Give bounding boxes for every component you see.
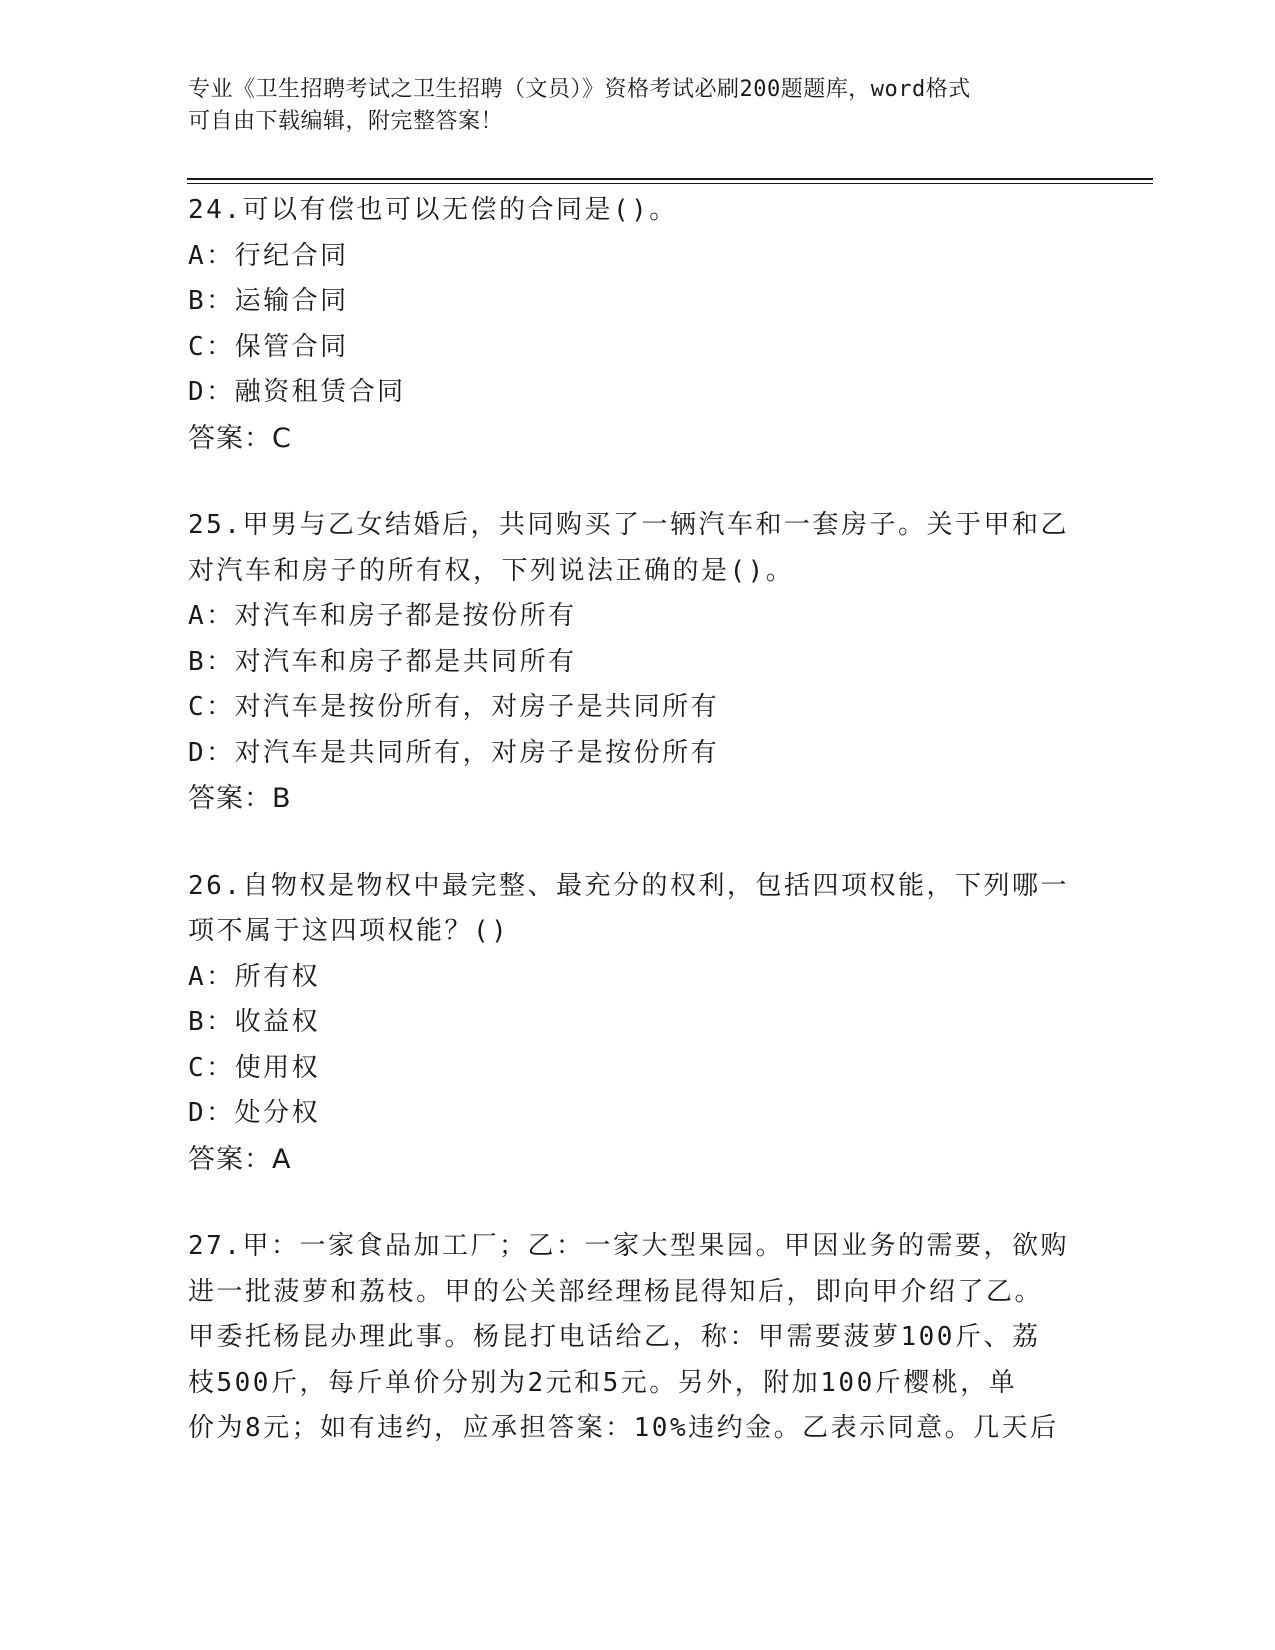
option-b: B：运输合同: [188, 286, 349, 316]
option-d: D：融资租赁合同: [188, 377, 406, 407]
answer: 答案：A: [188, 1143, 292, 1175]
option-d: D：对汽车是共同所有，对房子是按份所有: [188, 737, 720, 768]
question-stem: 对汽车和房子的所有权，下列说法正确的是()。: [188, 555, 795, 586]
header-line-2: 可自由下载编辑，附完整答案！: [188, 109, 504, 134]
question-stem: 26.自物权是物权中最完整、最充分的权利，包括四项权能，下列哪一: [188, 870, 1069, 901]
option-c: C：对汽车是按份所有，对房子是共同所有: [188, 692, 720, 722]
option-a: A：对汽车和房子都是按份所有: [188, 601, 577, 631]
document-header: [188, 74, 1088, 138]
option-a: A：行纪合同: [188, 240, 349, 271]
question-25: [188, 503, 1088, 822]
answer: 答案：B: [188, 783, 292, 814]
option-c: C：使用权: [188, 1052, 321, 1083]
option-a: A：所有权: [188, 961, 321, 992]
question-stem: 价为8元；如有违约，应承担答案：10%违约金。乙表示同意。几天后: [188, 1413, 1059, 1443]
header-line-1: 专业《卫生招聘考试之卫生招聘（文员）》资格考试必刷200题题库，word格式: [188, 77, 971, 102]
question-stem: 枝500斤，每斤单价分别为2元和5元。另外，附加100斤樱桃，单: [188, 1367, 1018, 1398]
option-b: B：对汽车和房子都是共同所有: [188, 646, 577, 677]
question-27: [188, 1224, 1088, 1452]
question-stem: 甲委托杨昆办理此事。杨昆打电话给乙，称：甲需要菠萝100斤、荔: [188, 1322, 1041, 1352]
answer: 答案：C: [188, 422, 292, 454]
question-26: [188, 864, 1088, 1183]
question-stem: 25.甲男与乙女结婚后，共同购买了一辆汽车和一套房子。关于甲和乙: [188, 510, 1069, 540]
question-list: [188, 188, 1088, 1494]
option-c: C：保管合同: [188, 331, 349, 362]
header-divider-thin: [187, 183, 1153, 184]
option-b: B：收益权: [188, 1007, 321, 1037]
question-24: [188, 188, 1088, 461]
question-stem: 24.可以有偿也可以无偿的合同是()。: [188, 195, 678, 225]
question-stem: 项不属于这四项权能？(): [188, 916, 510, 946]
header-divider-thick: [187, 178, 1153, 180]
question-stem: 进一批菠萝和荔枝。甲的公关部经理杨昆得知后，即向甲介绍了乙。: [188, 1276, 1044, 1307]
option-d: D：处分权: [188, 1098, 321, 1128]
question-stem: 27.甲：一家食品加工厂；乙：一家大型果园。甲因业务的需要，欲购: [188, 1231, 1069, 1261]
